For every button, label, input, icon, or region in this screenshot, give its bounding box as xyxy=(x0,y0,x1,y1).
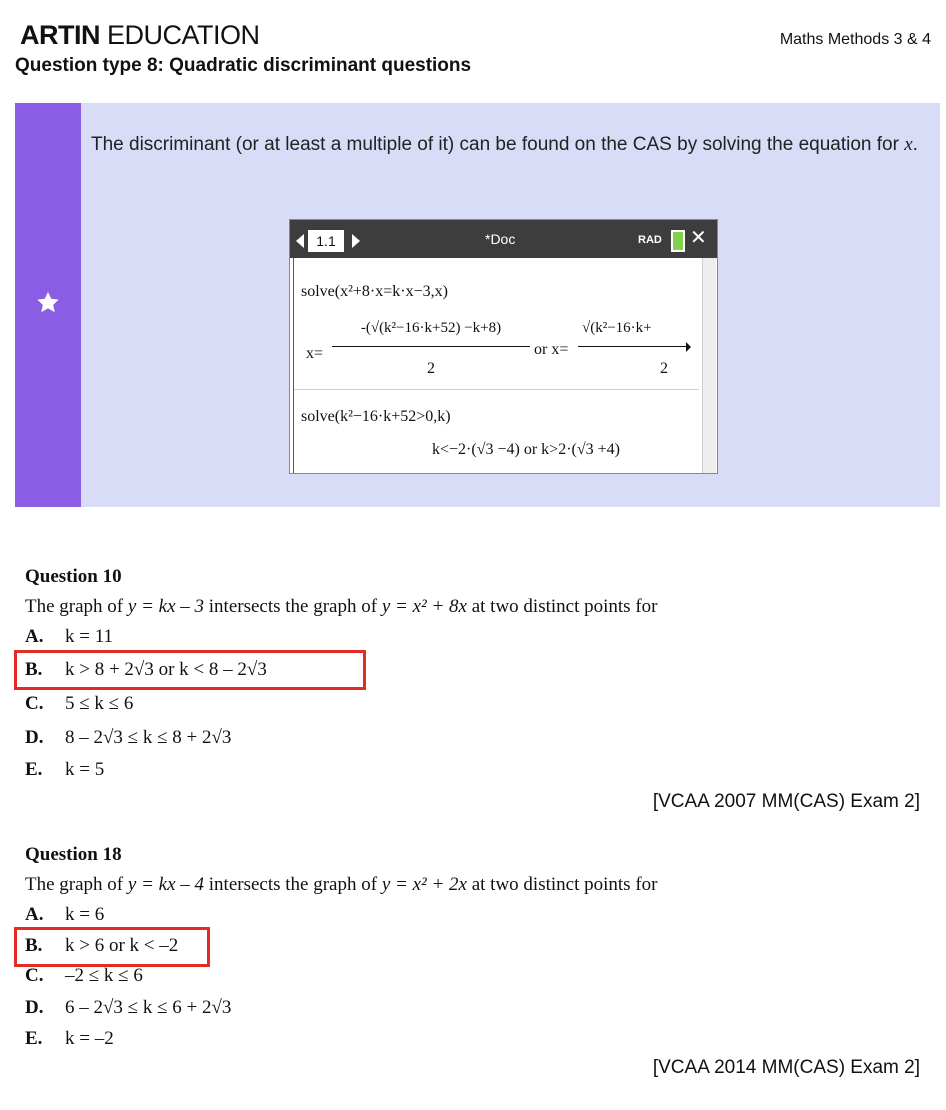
question-title: Question 10 xyxy=(25,566,122,587)
cas-command-2: solve(k²−16·k+52>0,k) xyxy=(301,408,451,425)
cas-prev-arrow-icon xyxy=(296,234,304,248)
brand-logo xyxy=(20,20,260,51)
cas-body xyxy=(290,258,717,473)
option-text: 5 ≤ k ≤ 6 xyxy=(65,693,134,714)
option-text: k > 8 + 2√3 or k < 8 – 2√3 xyxy=(65,659,267,680)
option-text: 6 – 2√3 ≤ k ≤ 6 + 2√3 xyxy=(65,997,232,1018)
cas-next-arrow-icon xyxy=(352,234,360,248)
option-b xyxy=(25,935,178,957)
option-text: –2 ≤ k ≤ 6 xyxy=(65,965,143,986)
option-b xyxy=(25,659,267,681)
cas-result-1-xeq: x= xyxy=(306,345,324,362)
option-e xyxy=(25,1028,114,1050)
option-text: 8 – 2√3 ≤ k ≤ 8 + 2√3 xyxy=(65,727,232,748)
cas-result-1-num1: -(√(k²−16·k+52) −k+8) xyxy=(360,320,502,336)
cas-result-1-or: or x= xyxy=(534,341,569,358)
option-label: C. xyxy=(25,965,44,986)
option-c xyxy=(25,965,143,987)
question-stem xyxy=(25,596,657,618)
question-source: [VCAA 2007 MM(CAS) Exam 2] xyxy=(652,791,920,812)
option-a xyxy=(25,626,113,648)
tip-text-var: x xyxy=(904,134,913,155)
question-stem xyxy=(25,874,657,896)
cas-angle-mode: RAD xyxy=(638,234,662,246)
option-label: C. xyxy=(25,693,44,714)
stem-equation-2: y = x² + 8x xyxy=(381,596,467,617)
subject-label: Maths Methods 3 & 4 xyxy=(779,31,931,48)
option-label: A. xyxy=(25,626,44,647)
option-text: k = 6 xyxy=(65,904,105,925)
stem-suffix: at two distinct points for xyxy=(466,874,658,895)
option-label: D. xyxy=(25,997,44,1018)
option-label: E. xyxy=(25,1028,43,1049)
star-icon xyxy=(35,290,61,316)
option-a xyxy=(25,904,104,926)
cas-screenshot xyxy=(289,219,718,474)
option-label: B. xyxy=(25,659,43,680)
close-icon: ✕ xyxy=(690,227,707,249)
option-text: k = 11 xyxy=(65,626,114,647)
cas-result-1-den2: 2 xyxy=(660,360,668,377)
tip-text xyxy=(91,130,921,160)
option-d xyxy=(25,997,231,1019)
tip-text-end: . xyxy=(912,134,918,155)
battery-icon xyxy=(671,230,685,252)
cas-result-2: k<−2·(√3 −4) or k>2·(√3 +4) xyxy=(432,441,620,458)
option-label: B. xyxy=(25,935,43,956)
stem-prefix: The graph of xyxy=(25,596,128,617)
stem-mid: intersects the graph of xyxy=(204,874,382,895)
question-source: [VCAA 2014 MM(CAS) Exam 2] xyxy=(652,1057,920,1078)
option-text: k > 6 or k < –2 xyxy=(65,935,179,956)
cas-result-1-den1: 2 xyxy=(427,360,435,377)
brand-bold: ARTIN xyxy=(20,20,100,50)
cas-frac-line-2 xyxy=(578,346,686,347)
tip-text-main: The discriminant (or at least a multiple of it) can be found on the CAS by solving the equation for xyxy=(91,134,905,155)
stem-equation-1: y = kx – 4 xyxy=(127,874,205,895)
page-title: Question type 8: Quadratic discriminant questions xyxy=(15,55,472,76)
cas-overflow-arrow-icon xyxy=(686,342,691,352)
cas-command-1: solve(x²+8·x=k·x−3,x) xyxy=(301,283,448,300)
option-c xyxy=(25,693,133,715)
question-title: Question 18 xyxy=(25,844,122,865)
cas-titlebar xyxy=(290,220,717,258)
cas-doc-title: *Doc xyxy=(485,231,516,247)
brand-light: EDUCATION xyxy=(107,20,260,50)
stem-mid: intersects the graph of xyxy=(204,596,382,617)
option-d xyxy=(25,727,231,749)
cas-tab: 1.1 xyxy=(308,230,344,252)
stem-equation-1: y = kx – 3 xyxy=(127,596,205,617)
option-text: k = 5 xyxy=(65,759,105,780)
cas-separator xyxy=(294,389,699,390)
option-label: A. xyxy=(25,904,44,925)
stem-suffix: at two distinct points for xyxy=(466,596,658,617)
cas-result-1-num2: √(k²−16·k+ xyxy=(582,320,652,336)
cas-frac-line-1 xyxy=(332,346,530,347)
option-label: E. xyxy=(25,759,43,780)
option-text: k = –2 xyxy=(65,1028,114,1049)
option-e xyxy=(25,759,104,781)
stem-equation-2: y = x² + 2x xyxy=(381,874,467,895)
option-label: D. xyxy=(25,727,44,748)
stem-prefix: The graph of xyxy=(25,874,128,895)
